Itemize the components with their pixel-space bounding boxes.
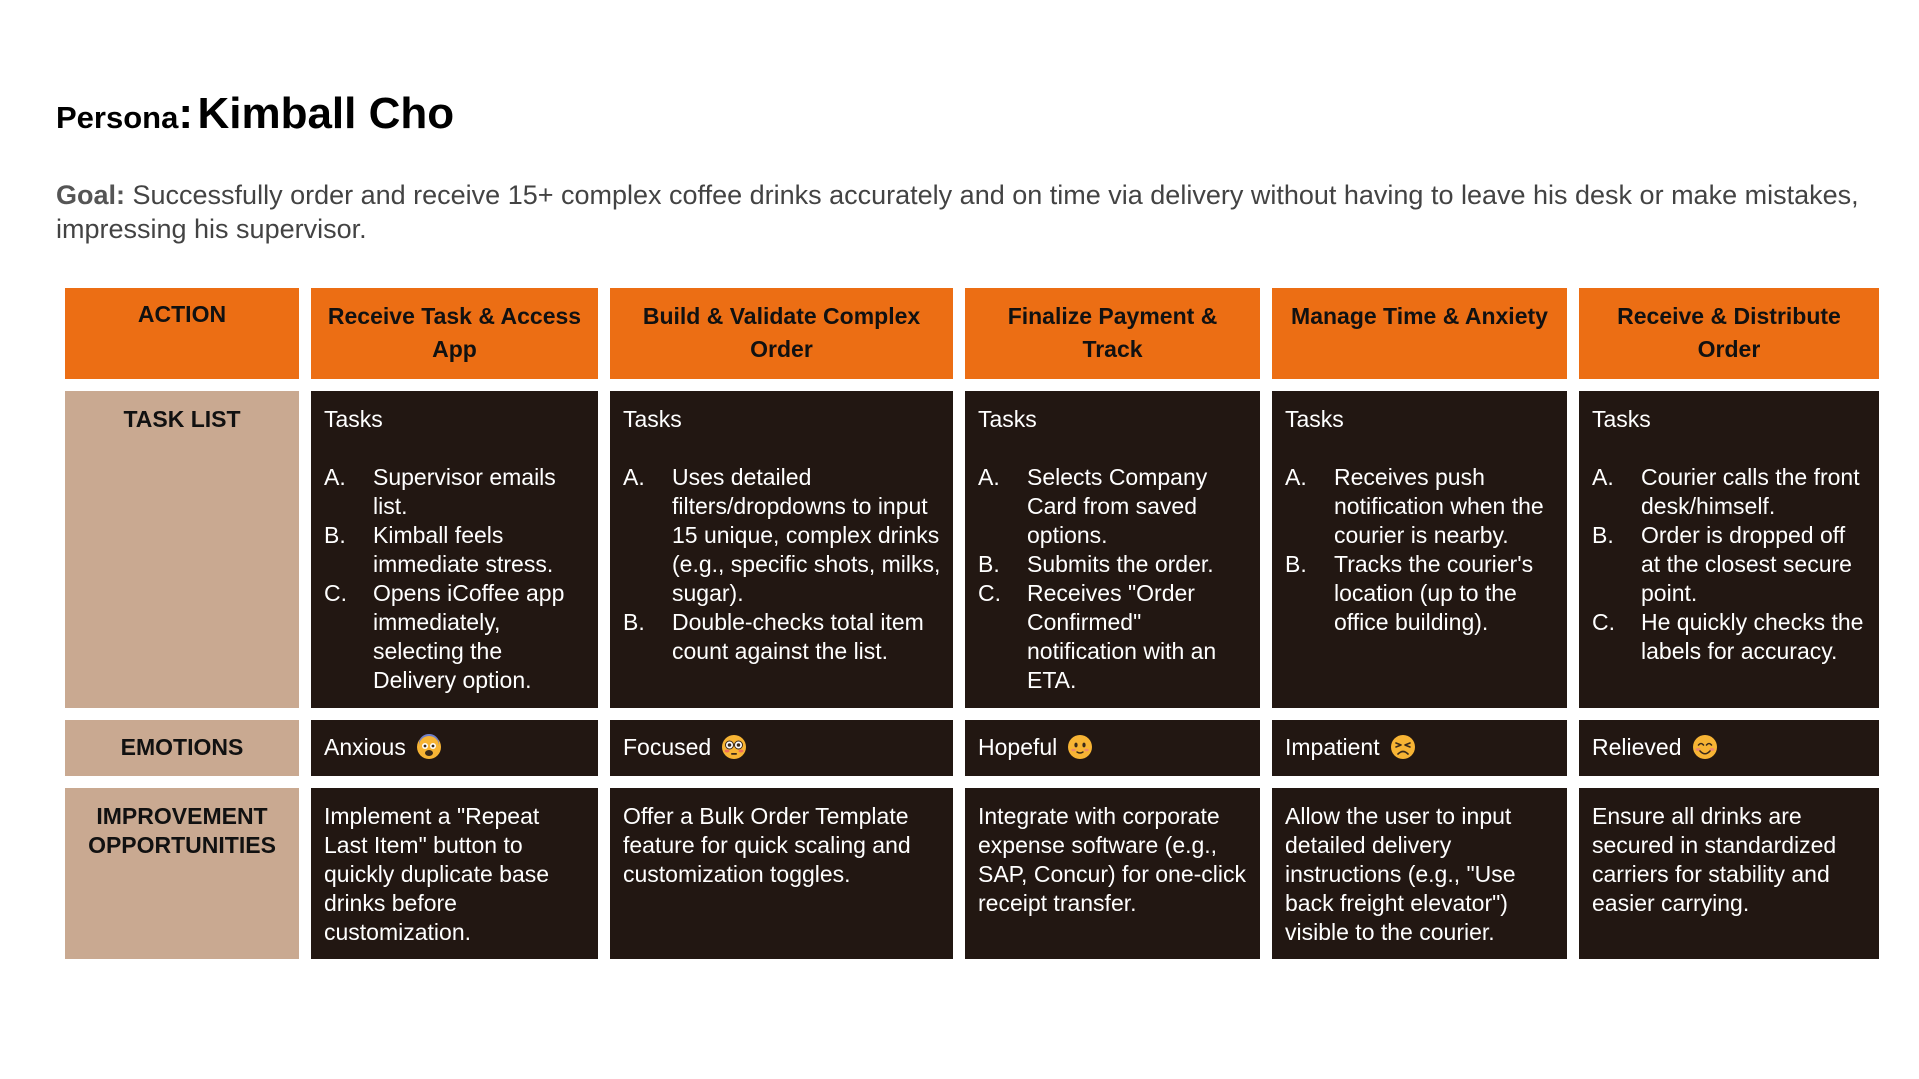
task-text: Courier calls the front desk/himself. xyxy=(1641,464,1860,519)
hopeful-face-icon xyxy=(1067,734,1093,760)
stage-header: Manage Time & Anxiety xyxy=(1272,288,1567,379)
fearful-face-icon xyxy=(416,734,442,760)
task-marker: C. xyxy=(978,580,1001,606)
emotion-label: Focused xyxy=(623,734,712,760)
emotion-label: Impatient xyxy=(1285,734,1380,760)
task-item xyxy=(1592,463,1867,521)
task-list xyxy=(1285,463,1555,637)
task-item xyxy=(1285,463,1555,550)
task-marker: C. xyxy=(324,580,347,606)
task-cell xyxy=(965,391,1260,708)
improvement-cell: Integrate with corporate expense software (e.g., SAP, Concur) for one-click receipt transfer. xyxy=(965,788,1260,959)
stage-header: Receive & Distribute Order xyxy=(1579,288,1879,379)
task-marker: B. xyxy=(324,522,346,548)
task-list xyxy=(623,463,941,666)
task-item xyxy=(324,579,586,695)
persona-label: Persona xyxy=(56,100,179,135)
task-marker: C. xyxy=(1592,609,1615,635)
emotion-cell xyxy=(1579,720,1879,776)
persona-name: Kimball Cho xyxy=(197,89,455,138)
task-item xyxy=(1592,608,1867,666)
task-list xyxy=(978,463,1248,695)
task-text: Receives "Order Confirmed" notification with an ETA. xyxy=(1027,580,1217,693)
emotion-label: Hopeful xyxy=(978,734,1058,760)
task-item xyxy=(623,463,941,608)
task-item xyxy=(1592,521,1867,608)
task-cell xyxy=(311,391,598,708)
task-text: Uses detailed filters/dropdowns to input 15 unique, complex drinks (e.g., specific shots, milks, sugar). xyxy=(672,464,941,606)
task-marker: A. xyxy=(324,464,346,490)
task-item xyxy=(623,608,941,666)
task-marker: A. xyxy=(1285,464,1307,490)
task-cell xyxy=(1272,391,1567,708)
persevering-face-icon xyxy=(1390,734,1416,760)
tasks-title: Tasks xyxy=(1592,406,1651,432)
improvement-cell: Ensure all drinks are secured in standardized carriers for stability and easier carrying. xyxy=(1579,788,1879,959)
task-item xyxy=(1285,550,1555,637)
task-text: Double-checks total item count against the list. xyxy=(672,609,924,664)
task-item xyxy=(324,521,586,579)
goal-statement xyxy=(56,178,1886,246)
journey-map-table xyxy=(65,288,1879,959)
stage-header: Build & Validate Complex Order xyxy=(610,288,953,379)
tasks-title: Tasks xyxy=(623,406,682,432)
emotion-cell xyxy=(965,720,1260,776)
task-marker: A. xyxy=(1592,464,1614,490)
task-item xyxy=(978,550,1248,579)
improvement-cell: Offer a Bulk Order Template feature for quick scaling and customization toggles. xyxy=(610,788,953,959)
task-list xyxy=(1592,463,1867,666)
emotion-label: Relieved xyxy=(1592,734,1682,760)
task-text: He quickly checks the labels for accuracy. xyxy=(1641,609,1864,664)
task-item xyxy=(978,579,1248,695)
emotion-label: Anxious xyxy=(324,734,406,760)
goal-label: Goal: xyxy=(56,180,126,210)
smiling-face-icon xyxy=(1692,734,1718,760)
task-marker: A. xyxy=(623,464,645,490)
row-label-task-list: TASK LIST xyxy=(65,391,299,708)
task-text: Opens iCoffee app immediately, selecting the Delivery option. xyxy=(373,580,565,693)
tasks-title: Tasks xyxy=(978,406,1037,432)
stage-header: Finalize Payment & Track xyxy=(965,288,1260,379)
task-text: Submits the order. xyxy=(1027,551,1214,577)
task-text: Receives push notification when the courier is nearby. xyxy=(1334,464,1544,548)
emotion-cell xyxy=(1272,720,1567,776)
task-marker: B. xyxy=(623,609,645,635)
task-marker: B. xyxy=(1285,551,1307,577)
task-cell xyxy=(1579,391,1879,708)
emotion-cell xyxy=(311,720,598,776)
task-text: Kimball feels immediate stress. xyxy=(373,522,554,577)
task-list xyxy=(324,463,586,695)
task-text: Order is dropped off at the closest secure point. xyxy=(1641,522,1852,606)
task-marker: B. xyxy=(1592,522,1614,548)
flushed-face-icon xyxy=(721,734,747,760)
improvement-cell: Allow the user to input detailed delivery instructions (e.g., "Use back freight elevator") visible to the courier. xyxy=(1272,788,1567,959)
persona-colon: : xyxy=(178,89,193,138)
row-label-improvement-opportunities: IMPROVEMENT OPPORTUNITIES xyxy=(65,788,299,959)
task-cell xyxy=(610,391,953,708)
task-item xyxy=(978,463,1248,550)
goal-text: Successfully order and receive 15+ complex coffee drinks accurately and on time via delivery without having to leave his desk or make mistakes, impressing his supervisor. xyxy=(56,180,1859,244)
stage-header: Receive Task & Access App xyxy=(311,288,598,379)
tasks-title: Tasks xyxy=(1285,406,1344,432)
row-label-action: ACTION xyxy=(65,288,299,379)
task-text: Supervisor emails list. xyxy=(373,464,556,519)
persona-heading xyxy=(56,89,455,138)
emotion-cell xyxy=(610,720,953,776)
task-text: Tracks the courier's location (up to the office building). xyxy=(1334,551,1534,635)
improvement-cell: Implement a "Repeat Last Item" button to quickly duplicate base drinks before customization. xyxy=(311,788,598,959)
task-item xyxy=(324,463,586,521)
task-marker: B. xyxy=(978,551,1000,577)
task-marker: A. xyxy=(978,464,1000,490)
tasks-title: Tasks xyxy=(324,406,383,432)
task-text: Selects Company Card from saved options. xyxy=(1027,464,1208,548)
row-label-emotions: EMOTIONS xyxy=(65,720,299,776)
